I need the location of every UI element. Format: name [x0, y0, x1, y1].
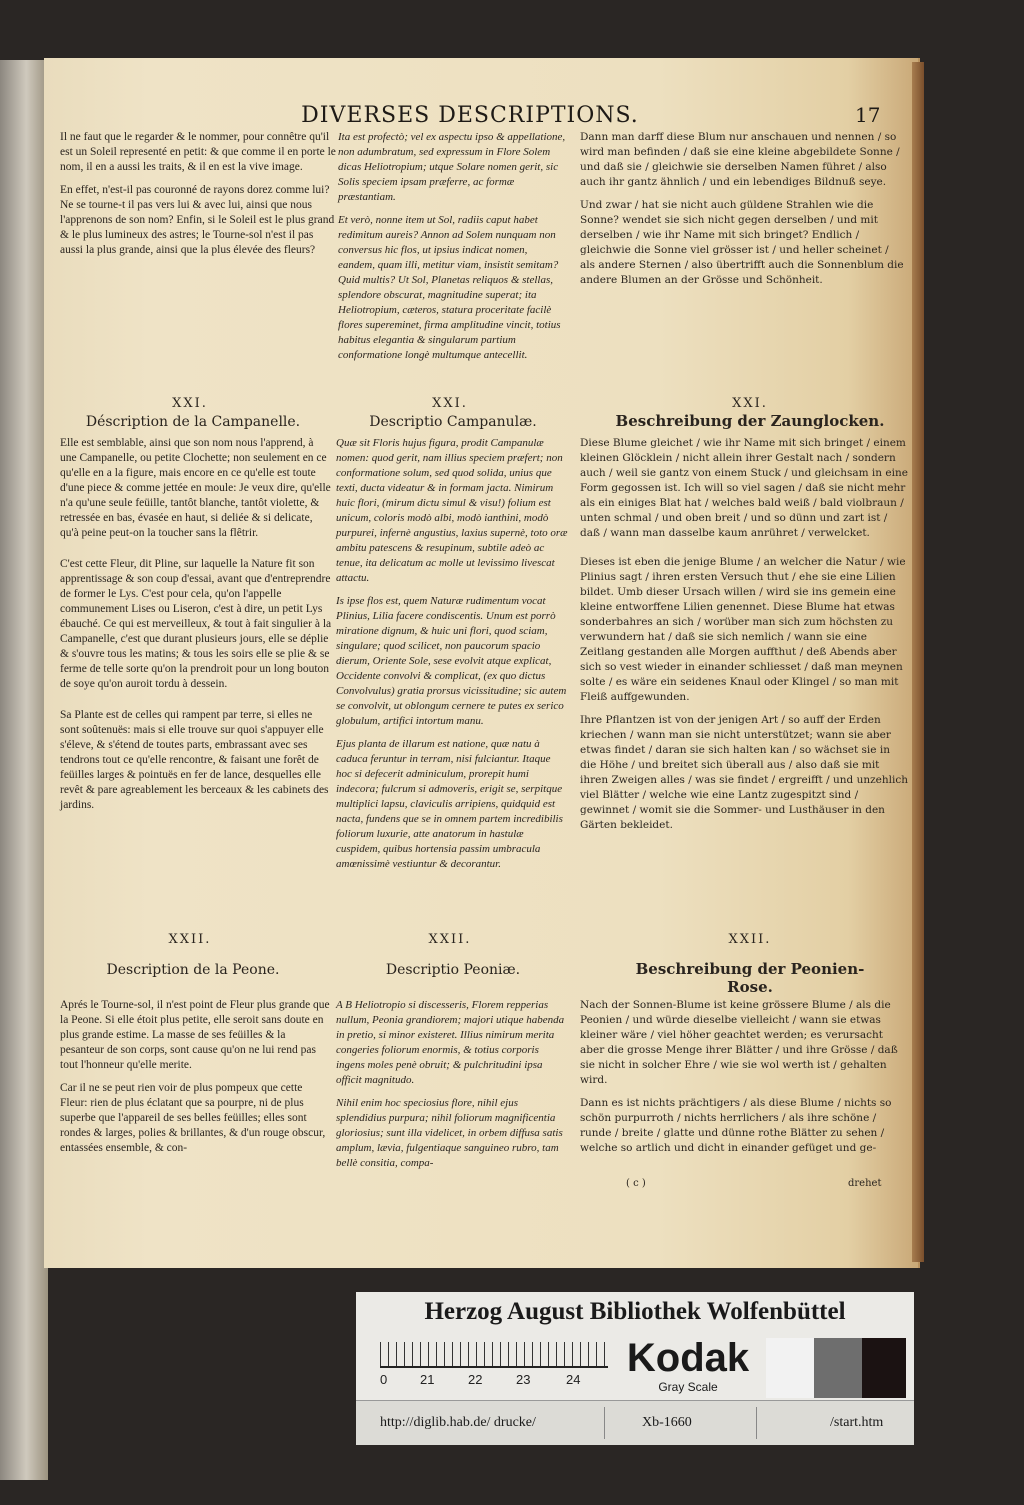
- paragraph: En effet, n'est-il pas couronné de rayons dorez comme lui? Ne se tourne-t il pas vers lui & avec lui, ainsi que nous l'apprenons de son nom? Enfin, si le Soleil est le plus grand & le plus lumineux des astres; le Tourne-sol n'est il pas aussi la plus grande, ainsi que la plus élevée des fleurs?: [60, 184, 335, 256]
- library-card: [356, 1292, 914, 1444]
- paragraph: Aprés le Tourne-sol, il n'est point de Fleur plus grande que la Peone. Si elle étoit plus petite, elle seroit sans doute en plus grande estime. La masse de ses feüilles & la pesanteur de son corps, sont cause qu'on ne lui rend pas tout l'honneur qu'elle merite.: [60, 999, 330, 1071]
- section21-german: [580, 436, 908, 841]
- ruler-label: 0: [380, 1372, 388, 1387]
- catchword: drehet: [848, 1178, 882, 1189]
- paragraph: Quæ sit Floris hujus figura, prodit Campanulæ nomen: quod gerit, nam illius speciem præfert; non conformatione solum, sed quod solida, unius que texti, ducta videatur & in formam jacta. Nimirum huic flori, (mirum dictu simul & visu!) folium est unicum, coloris modò albi, modò ianthini, modò purpurei, infernè angustius, laxius supernè, toto oræ ambitu patescens & resupinum, subtile adeò ac tenue, ita delicatum ac molle ut levissimo livescat attactu.: [336, 437, 568, 584]
- section21-latin: [336, 436, 568, 880]
- section-numeral-de: XXI.: [732, 396, 768, 411]
- start-url: /start.htm: [830, 1415, 884, 1430]
- paragraph: Nihil enim hoc speciosius flore, nihil ejus splendidius purpura; nihil foliorum magnificentia gloriosius; sunt illa videlicet, in orbem diffusa satis amplum, lævia, fulgentiaque sanguineo rubro, tam bellè consitia, compa-: [336, 1097, 563, 1169]
- paragraph: Sa Plante est de celles qui rampent par terre, si elles ne sont soûtenuës: mais si elle trouve sur quoi s'appuyer elle s'éleve, & s'étend de toutes parts, embrassant avec ses tendrons tout ce qu'elle rencontre, & faisant une forêt de feüilles larges & pointuës en fer de lance, desquelles elle revêt & pare agreablement les berceaux & les cabinets des jardins.: [60, 709, 329, 811]
- section-numeral-de: XXII.: [728, 932, 772, 947]
- book-left-edge: [0, 60, 48, 1480]
- section-numeral-la: XXI.: [432, 396, 468, 411]
- heading-la: Descriptio Peoniæ.: [385, 962, 521, 978]
- section-numeral-fr: XXII.: [168, 932, 212, 947]
- section22-latin: [336, 998, 568, 1179]
- paragraph: Ita est profectò; vel ex aspectu ipso & appellatione, non adumbratum, sed expressum in Flore Solem dicas Heliotropium; utque Solare nomen gerit, sic Solis speciem ipsam præferre, ac formæ præstantiam.: [338, 131, 566, 203]
- heading-de: Beschreibung der Peonien-Rose.: [635, 960, 865, 996]
- divider: [756, 1407, 757, 1439]
- paragraph: Dieses ist eben die jenige Blume / an welcher die Natur / wie Plinius sagt / ihren ersten Versuch thut / ehe sie eine Lilien bildet. Umb dieser Ursach willen / wird sie ins gemein eine kleine entworffene Lilien genennet. Diese Blume hat etwas sonderbahres an sich / worüber man sich zum höchsten zu verwundern hat / daß sie sich nemlich / wann sie eine Zeitlang gestanden alle Morgen auffthut / deß Abends aber sich so vest wieder in einander schliesset / daß man meynen solte / es wäre ein seidenes Knaul oder Klingel / so man mit Fleiß auffgewunden.: [580, 556, 906, 703]
- paragraph: Car il ne se peut rien voir de plus pompeux que cette Fleur: rien de plus éclatant que sa pourpre, ni de plus superbe que l'appareil de ses belles feüilles; elles sont rondes & larges, polies & brillantes, & d'un rouge obscur, entassées ensemble, & con-: [60, 1082, 326, 1154]
- running-title: DIVERSES DESCRIPTIONS.: [301, 103, 639, 128]
- ruler-label: 24: [566, 1372, 581, 1387]
- paragraph: Dann es ist nichts prächtigers / als diese Blume / nichts so schön purpurroth / nichts herrlichers / als ihre schöne / runde / breite / glatte und dünne rothe Blätter zu sehen / welche so artlich und dicht in einander gefüget und ge-: [580, 1097, 892, 1154]
- paragraph: Ihre Pflantzen ist von der jenigen Art / so auff der Erden kriechen / wann man sie nicht unterstützet; wann sie aber etwas findet / daran sie sich halten kan / so wächset sie in die Höhe / und breitet sich überall aus / also daß sie mit ihren Zweigen alles / was sie findet / ergreifft / und unzehlich viel Blätter / welche wie eine Lantz zugespitzt sind / gewinnet / womit sie die Sommer- und Lusthäuser in den Gärten bekleidet.: [580, 714, 908, 831]
- heading-de: Beschreibung der Zaunglocken.: [615, 412, 885, 430]
- paragraph: Ejus planta de illarum est natione, quæ natu à caduca feruntur in terram, nisi fulciantur. Itaque hoc si defecerit adminiculum, prorepit humi indecora; fulcrum si admoveris, erigit se, serpitque multiplici lapsu, claviculis arripiens, quidquid est nacta, fundens que se in omnem partem incredibilis foliorum luxurie, atte anatorum in hastulæ cuspidem, quibus hortensia passim umbracula amœnissimè vestiuntur & decorantur.: [336, 738, 563, 870]
- gray-patch-mid: [814, 1338, 862, 1398]
- heading-la: Descriptio Campanulæ.: [369, 414, 537, 430]
- section-numeral-la: XXII.: [428, 932, 472, 947]
- library-url: http://diglib.hab.de/ drucke/: [380, 1415, 536, 1430]
- page-number: 17: [855, 103, 881, 127]
- ruler-label: 22: [468, 1372, 483, 1387]
- paragraph: Und zwar / hat sie nicht auch güldene Strahlen wie die Sonne? wendet sie sich nicht gegen derselben / und mit derselben / wie ihr Name mit sich bringet? Endlich / gleichwie die Sonne viel grösser ist / und heller scheinet / als andere Sternen / also übertrifft auch die Sonnenblum die andere Blumen an der Grösse und Schönheit.: [580, 199, 904, 286]
- gray-patch-white: [766, 1338, 814, 1398]
- paragraph: A B Heliotropio si discesseris, Florem repperias nullum, Peonia grandiorem; majori utique habenda in pretio, si minor existeret. Illius nimirum merita congeries foliorum enormis, & totius corporis ingens moles penè obruit; & pulchritudini ipsa officit magnitudo.: [336, 999, 565, 1086]
- library-title: Herzog August Bibliothek Wolfenbüttel: [424, 1298, 846, 1325]
- divider: [604, 1407, 605, 1439]
- signature-mark: ( c ): [626, 1178, 646, 1189]
- section22-german: [580, 998, 908, 1164]
- heading-fr: Déscription de la Campanelle.: [85, 414, 301, 430]
- section21-french: [60, 436, 332, 821]
- paragraph: Et verò, nonne item ut Sol, radiis caput habet redimitum aureis? Annon ad Solem nunquam non conversus hic flos, ut ipsius indicat nomen, eandem, quam illi, metitur viam, insistit semitam? Quid multis? Ut Sol, Planetas reliquos & stellas, splendore obscurat, magnitudine superat; ita Heliotropium, cæteros, statura proceritate facilè flores supereminet, firma amplitudine vincit, totius habitus elegantia & singularum partium conformatione longè multumque antecellit.: [338, 214, 561, 361]
- scale-ruler: [380, 1342, 608, 1368]
- paragraph: Elle est semblable, ainsi que son nom nous l'apprend, à une Campanelle, ou petite Clochette; non seulement en ce qu'elle en a la figure, mais encore en ce qu'elle est toute d'une piece & comme jettée en moule: Je veux dire, qu'elle n'a qu'une seule feüille, tantôt blanche, tantôt violette, & retressée en bas, évasée en haut, si deliée & si delicate, qu'à peine peut-on la toucher sans la flêtrir.: [60, 437, 331, 539]
- heading-fr: Description de la Peone.: [106, 962, 280, 978]
- intro-latin: [338, 130, 566, 371]
- kodak-logo: Kodak: [626, 1336, 750, 1380]
- shelfmark: Xb-1660: [642, 1415, 692, 1430]
- paragraph: C'est cette Fleur, dit Pline, sur laquelle la Nature fit son apprentissage & son coup d'essai, avant que d'entreprendre de former le Lys. C'est pour cela, qu'on l'appelle communement Lises ou Liseron, c'est à dire, un petit Lys ébauché. Ce qui est merveilleux, & tout à fait singulier à la Campanelle, c'est que durant plusieurs jours, elle se déplie & s'ouvre tous les matins; & tous les soirs elle se plie & se ferme de telle sorte qu'on la prendroit pour un long bouton de soye qu'on auroit tordu à dessein.: [60, 558, 332, 690]
- ruler-label: 21: [420, 1372, 435, 1387]
- intro-german: [580, 130, 906, 296]
- section-numeral-fr: XXI.: [172, 396, 208, 411]
- paragraph: Nach der Sonnen-Blume ist keine grössere Blume / als die Peonien / und würde dieselbe vielleicht / wann sie etwas kleiner wäre / viel höher geachtet werden; es verursacht aber die grosse Menge ihrer Blätter / und ihre Grösse / daß sie nicht in solcher Ehre / wie sie wol werth ist / gehalten wird.: [580, 999, 898, 1086]
- paragraph: Diese Blume gleichet / wie ihr Name mit sich bringet / einem kleinen Glöcklein / nicht allein ihrer Gestalt nach / sondern auch / weil sie gantz von einem Stuck / und gleichsam in eine Form gegossen ist. Ich will so viel sagen / daß sie nicht mehr als ein einiges Blat hat / welches bald weiß / bald violbraun / unten schmal / und oben breit / und so dünn und zart ist / daß / wann man dasselbe kaum anrühret / verwelcket.: [580, 437, 908, 539]
- paragraph: Dann man darff diese Blum nur anschauen und nennen / so wird man befinden / daß sie eine kleine abgebildete Sonne / und daß sie / gleichwie sie derselben Namen führet / also auch ihr gantz ähnlich / und ein lebendiges Bildnuß seye.: [580, 131, 900, 188]
- gray-patch-black: [862, 1338, 906, 1398]
- page-edge: [912, 62, 924, 1262]
- intro-french: [60, 130, 336, 266]
- card-url-strip: [356, 1400, 914, 1445]
- gray-scale-label: Gray Scale: [658, 1380, 718, 1394]
- section22-french: [60, 998, 332, 1164]
- paragraph: Il ne faut que le regarder & le nommer, pour connêtre qu'il est un Soleil representé en petit: & que comme il en porte le nom, il en a aussi les traits, & il en est la vive image.: [60, 131, 336, 173]
- ruler-label: 23: [516, 1372, 531, 1387]
- paragraph: Is ipse flos est, quem Naturæ rudimentum vocat Plinius, Lilia facere condiscentis. Unum est porrò miratione dignum, & huic uni flori, quod sciam, singulare; quod scilicet, non paucorum spacio dierum, Oriente Sole, sese evolvit atque explicat, Occidente convolvi & complicat, (ex quo dictus Convolvulus) gratia prorsus vicissitudine; sic autem se convolvit, ut oblongum cernere te putes ex serico globulum, artifici intortum manu.: [336, 595, 567, 727]
